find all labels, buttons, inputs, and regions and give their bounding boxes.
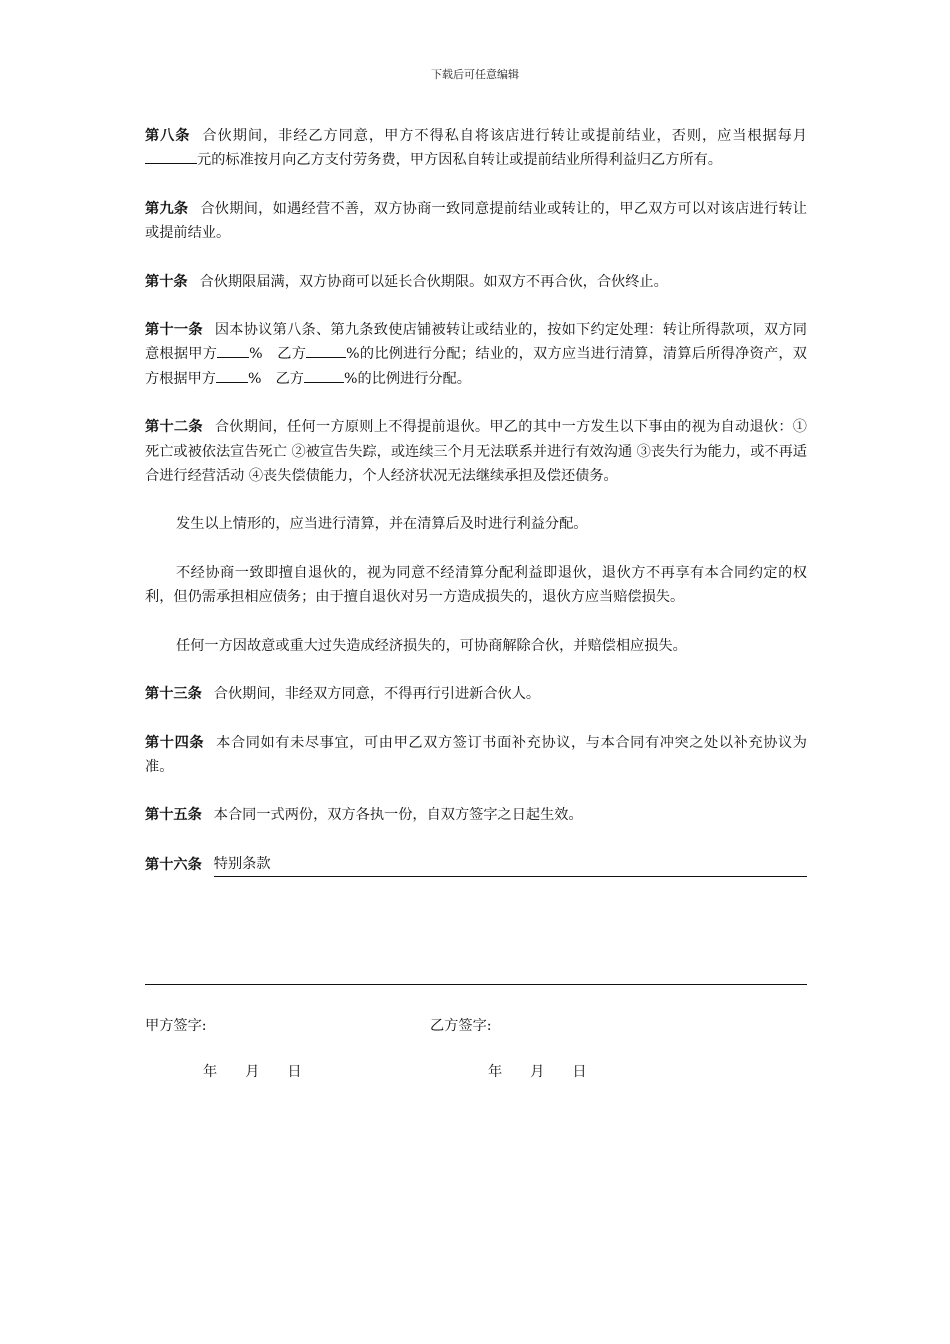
special-terms-second-line[interactable] [145,984,807,985]
article-text: 元的标准按月向乙方支付劳务费，甲方因私自转让或提前结业所得利益归乙方所有。 [197,152,722,169]
party-b-signature-label: 乙方签字: [430,1018,492,1034]
article-label: 第十一条 [145,322,203,339]
blank-line[interactable] [306,343,346,358]
article-label: 第十五条 [145,807,202,824]
blank-line[interactable] [216,368,248,383]
article-text: % 乙方 [247,370,304,387]
article-16 [145,852,807,877]
article-9 [145,197,807,246]
article-label: 第九条 [145,200,189,217]
article-15 [145,803,807,827]
year-label: 年 [203,1064,218,1080]
article-text: %的比例进行分配。 [344,370,471,387]
party-a-date [203,1061,302,1081]
article-text: 特别条款 [213,855,271,872]
article-text: 本合同如有未尽事宜，可由甲乙双方签订书面补充协议，与本合同有冲突之处以补充协议为准。 [145,734,807,775]
article-text: % 乙方 [249,346,307,363]
article-label: 第十六条 [145,856,202,873]
party-a-signature-label: 甲方签字: [145,1018,207,1034]
article-11 [145,318,807,391]
special-terms-line[interactable] [214,852,807,877]
clause-paragraph: 任何一方因故意或重大过失造成经济损失的，可协商解除合伙，并赔偿相应损失。 [176,637,687,654]
article-label: 第八条 [145,128,191,144]
blank-line[interactable] [304,368,344,383]
clause-paragraph: 不经协商一致即擅自退伙的，视为同意不经清算分配利益即退伙，退伙方不再享有本合同约定的权利，但仍需承担相应债务；由于擅自退伙对另一方造成损失的，退伙方应当赔偿损失。 [145,564,807,606]
article-text: 因本协议第八条、第九条致使店铺被转让或结业的，按如下约定处理：转让所得款项，双方同意根据甲方 [145,322,807,363]
day-label: 日 [287,1064,302,1080]
year-label: 年 [488,1064,503,1080]
article-14 [145,731,807,780]
article-label: 第十二条 [145,419,203,436]
contract-body [145,124,807,877]
day-label: 日 [572,1064,587,1080]
article-text: 合伙期间，非经乙方同意，甲方不得私自将该店进行转让或提前结业，否则，应当根据每月 [202,128,807,144]
article-8 [145,124,807,173]
article-10 [145,270,807,294]
article-12 [145,415,807,488]
article-text: 合伙期间，非经双方同意，不得再行引进新合伙人。 [213,686,541,703]
article-text: 本合同一式两份，双方各执一份，自双方签字之日起生效。 [213,807,583,824]
blank-line[interactable] [217,343,249,358]
blank-line[interactable] [145,149,197,164]
month-label: 月 [530,1064,545,1080]
article-label: 第十三条 [145,686,202,703]
article-13 [145,682,807,706]
article-label: 第十四条 [145,734,205,751]
article-text: 合伙期限届满，双方协商可以延长合伙期限。如双方不再合伙，合伙终止。 [199,273,668,290]
article-text: 合伙期间，任何一方原则上不得提前退伙。甲乙的其中一方发生以下事由的视为自动退伙：①死亡或被依法宣告死亡 ②被宣告失踪，或连续三个月无法联系并进行有效沟通 ③丧失行为能力，或不再适合进行经营活动 ④丧失偿债能力，个人经济状况无法继续承担及偿还债务。 [145,419,807,485]
page-header: 下载后可任意编辑 [431,68,519,81]
article-label: 第十条 [145,273,188,290]
article-text: %的比例进行分配；结业的，双方应当进行清算，清算后所得净资产，双方根据甲方 [145,346,807,387]
article-text: 合伙期间，如遇经营不善，双方协商一致同意提前结业或转让的，甲乙双方可以对该店进行转让或提前结业。 [145,200,807,242]
party-b-date [488,1061,587,1081]
month-label: 月 [245,1064,260,1080]
clause-paragraph: 发生以上情形的，应当进行清算，并在清算后及时进行利益分配。 [176,516,588,533]
